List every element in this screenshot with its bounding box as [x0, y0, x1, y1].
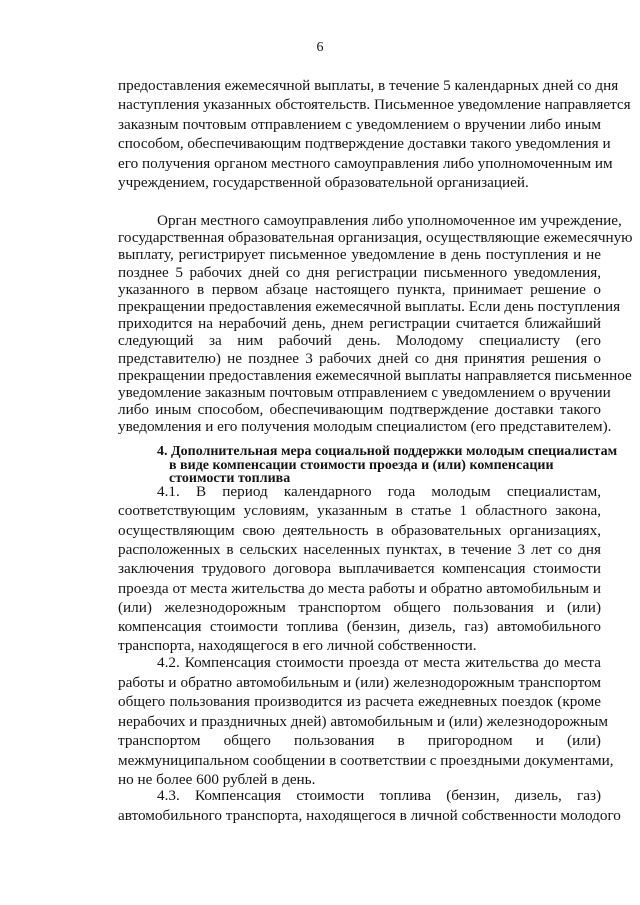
- text-line: прекращении предоставления ежемесячной выплаты. Если день поступления: [118, 298, 621, 315]
- text-line: выплату, регистрирует письменное уведомление в день поступления и не: [118, 246, 601, 263]
- section-heading: 4. Дополнительная мера социальной поддержки молодым специалистам: [157, 444, 618, 459]
- text-line: работы и обратно автомобильным и (или) железнодорожным транспортом: [118, 674, 601, 691]
- section-heading: стоимости топлива: [169, 471, 291, 486]
- text-line: государственная образовательная организация, осуществляющие ежемесячную: [118, 229, 633, 246]
- text-line: (или) железнодорожным транспортом общего пользования и (или): [118, 599, 601, 616]
- text-line: 4.3. Компенсация стоимости топлива (бензин, дизель, газ): [157, 787, 601, 804]
- text-line: наступления указанных обстоятельств. Письменное уведомление направляется: [118, 96, 631, 113]
- text-line: позднее 5 рабочих дней со дня регистрации письменного уведомления,: [118, 264, 601, 281]
- text-line: проезда от места жительства до места работы и обратно автомобильным и: [118, 580, 601, 597]
- text-line: способом, обеспечивающим подтверждение доставки такого уведомления и: [118, 135, 611, 152]
- text-line: предоставления ежемесячной выплаты, в течение 5 календарных дней со дня: [118, 77, 619, 94]
- text-line: общего пользования производится из расчета ежедневных поездок (кроме: [118, 693, 601, 710]
- text-line: следующий за ним рабочий день. Молодому специалисту (его: [118, 332, 601, 349]
- text-line: приходится на нерабочий день, днем регистрации считается ближайший: [118, 315, 601, 332]
- text-line: 4.1. В период календарного года молодым специалистам,: [157, 483, 601, 500]
- text-line: учреждением, государственной образовательной организацией.: [118, 174, 529, 191]
- text-line: представителю) не позднее 3 рабочих дней со дня принятия решения о: [118, 350, 601, 367]
- text-line: Орган местного самоуправления либо уполномоченное им учреждение,: [157, 212, 622, 229]
- text-line: транспортом общего пользования в пригородном и (или): [118, 732, 601, 749]
- text-line: либо иным способом, обеспечивающим подтверждение доставки такого: [118, 401, 601, 418]
- text-line: соответствующим условиям, указанным в статье 1 областного закона,: [118, 502, 601, 519]
- text-line: заключения трудового договора выплачивается компенсация стоимости: [118, 560, 601, 577]
- text-line: нерабочих и праздничных дней) автомобильным и (или) железнодорожным: [118, 713, 608, 730]
- text-line: расположенных в сельских населенных пунктах, в течение 3 лет со дня: [118, 541, 601, 558]
- section-heading: в виде компенсации стоимости проезда и (или) компенсации: [169, 458, 554, 473]
- text-line: автомобильного транспорта, находящегося в личной собственности молодого: [118, 807, 621, 824]
- text-line: межмуниципальном сообщении в соответствии с проездными документами,: [118, 752, 614, 769]
- text-line: но не более 600 рублей в день.: [118, 771, 316, 788]
- page-number: 6: [316, 40, 324, 55]
- text-line: уведомления и его получения молодым специалистом (его представителем).: [118, 418, 612, 435]
- text-line: его получения органом местного самоуправления либо уполномоченным им: [118, 155, 613, 172]
- text-line: компенсация стоимости топлива (бензин, дизель, газ) автомобильного: [118, 618, 601, 635]
- text-line: указанного в первом абзаце настоящего пункта, принимает решение о: [118, 281, 601, 298]
- text-line: 4.2. Компенсация стоимости проезда от места жительства до места: [157, 654, 601, 671]
- text-line: осуществляющим свою деятельность в образовательных организациях,: [118, 522, 601, 539]
- text-line: транспорта, находящегося в его личной собственности.: [118, 637, 477, 654]
- text-line: заказным почтовым отправлением с уведомлением о вручении либо иным: [118, 116, 601, 133]
- text-line: уведомление заказным почтовым отправлением с уведомлением о вручении: [118, 384, 611, 401]
- text-line: прекращении предоставления ежемесячной выплаты направляется письменное: [118, 367, 632, 384]
